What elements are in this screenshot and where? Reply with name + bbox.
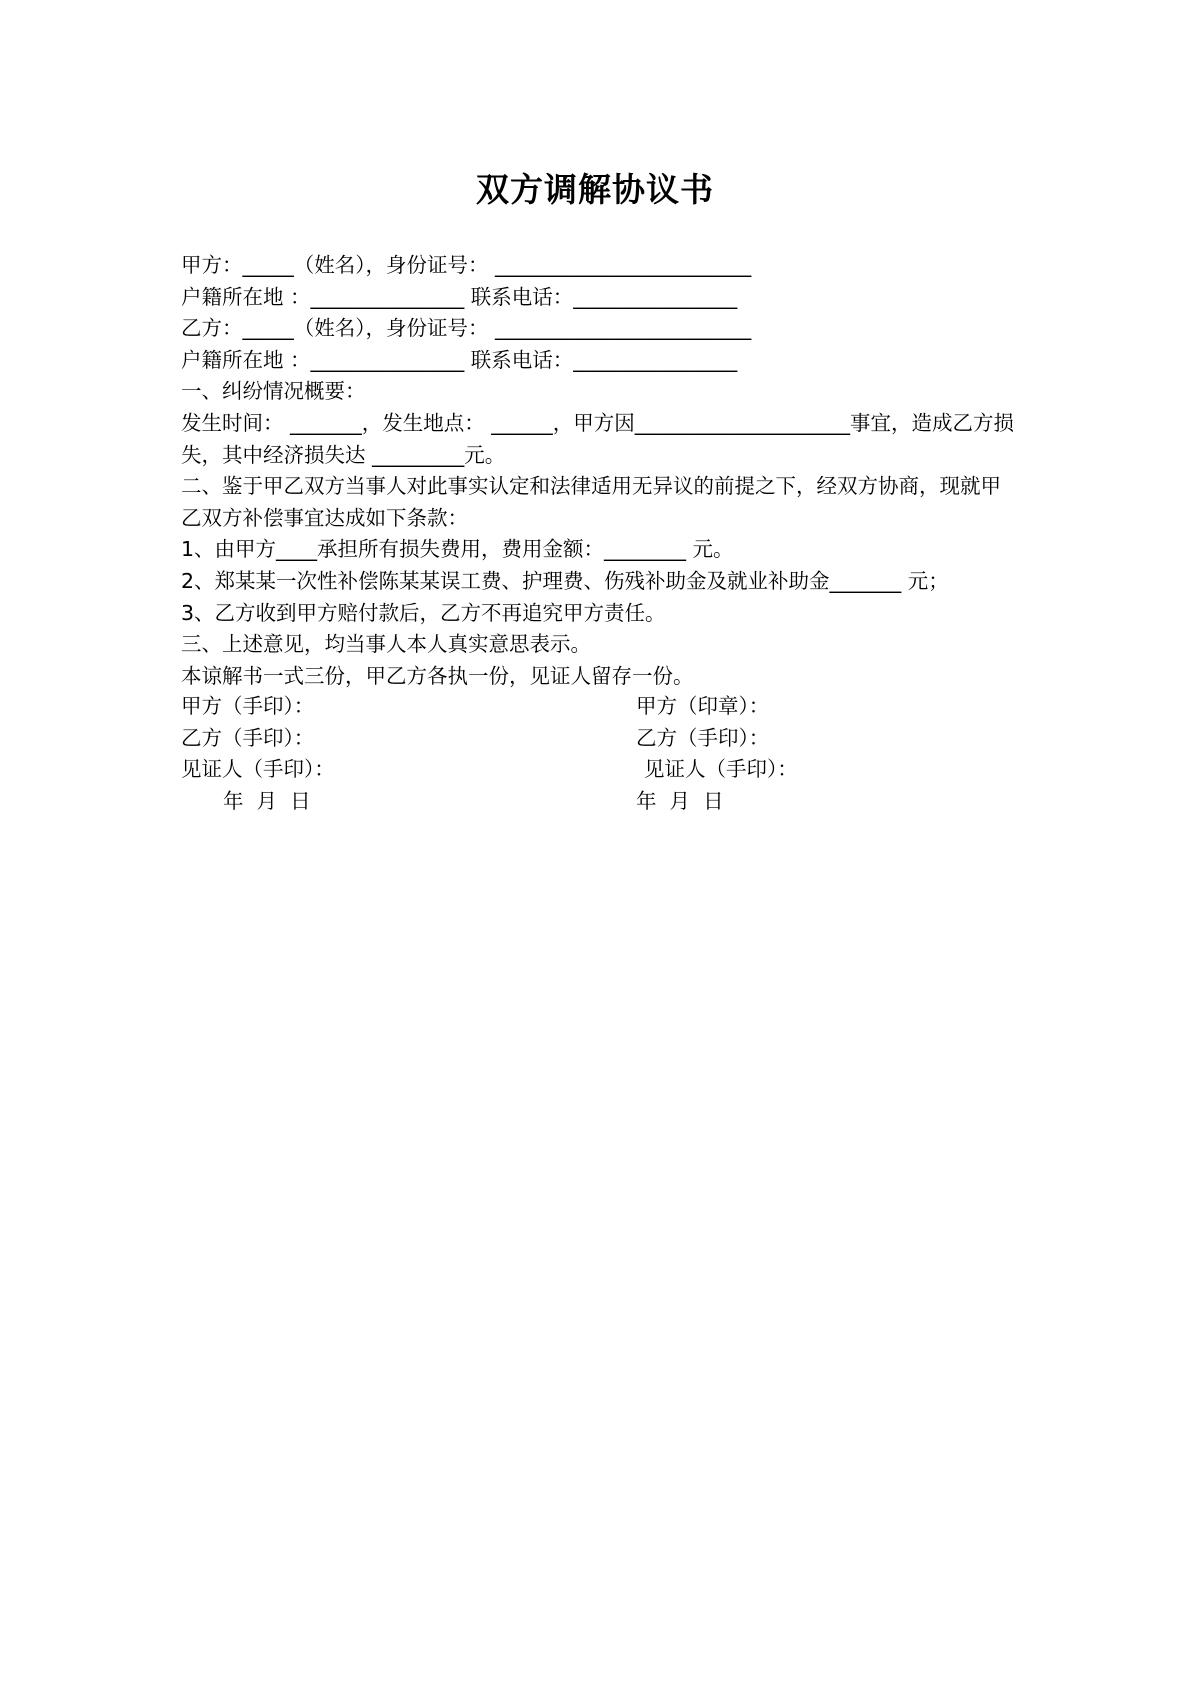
witness-fingerprint-label: 见证人（手印）：: [181, 757, 335, 782]
party-b-fingerprint-label-right: 乙方（手印）：: [636, 725, 770, 750]
date-right: 年 月 日: [636, 788, 724, 813]
witness-fingerprint-label-right: 见证人（手印）：: [644, 757, 798, 782]
party-b-fingerprint-label: 乙方（手印）：: [181, 725, 315, 750]
document-body: [181, 250, 1021, 692]
party-b-name-line: 乙方：_____（姓名），身份证号： _________________________: [181, 316, 752, 341]
date-left: 年 月 日: [223, 788, 311, 813]
party-a-fingerprint-label: 甲方（手印）：: [181, 694, 315, 718]
party-b-address-line: 户籍所在地 ：_______________ 联系电话：________________: [181, 347, 738, 372]
signature-row: [181, 786, 1021, 818]
dispute-summary-paragraph: 发生时间： _______，发生地点： ______，甲方因_____________________事宜，造成乙方损失，其中经济损失达 _________元。: [181, 410, 1015, 467]
signature-row: [181, 754, 1021, 786]
clause-1: 1、由甲方____承担所有损失费用，费用金额：________ 元。: [181, 537, 734, 562]
signature-row: [181, 723, 1021, 755]
section-three-line: 三、上述意见，均当事人本人真实意思表示。: [181, 632, 591, 657]
party-a-seal-label: 甲方（印章）：: [636, 694, 770, 718]
section-two-paragraph: 二、鉴于甲乙双方当事人对此事实认定和法律适用无异议的前提之下，经双方协商，现就甲乙双方补偿事宜达成如下条款：: [181, 474, 1001, 530]
party-a-name-line: 甲方：_____（姓名），身份证号： _________________________: [181, 253, 752, 277]
copies-statement: 本谅解书一式三份，甲乙方各执一份，见证人留存一份。: [181, 663, 694, 688]
signature-block: [181, 691, 1021, 817]
section-one-heading: 一、纠纷情况概要：: [181, 379, 366, 404]
clause-3: 3、乙方收到甲方赔付款后，乙方不再追究甲方责任。: [181, 600, 666, 625]
document-title: 双方调解协议书: [476, 170, 714, 209]
party-a-address-line: 户籍所在地 ：_______________ 联系电话：________________: [181, 284, 738, 309]
signature-row: [181, 691, 1021, 723]
clause-2: 2、郑某某一次性补偿陈某某误工费、护理费、伤残补助金及就业补助金_______ 元；: [181, 568, 949, 593]
